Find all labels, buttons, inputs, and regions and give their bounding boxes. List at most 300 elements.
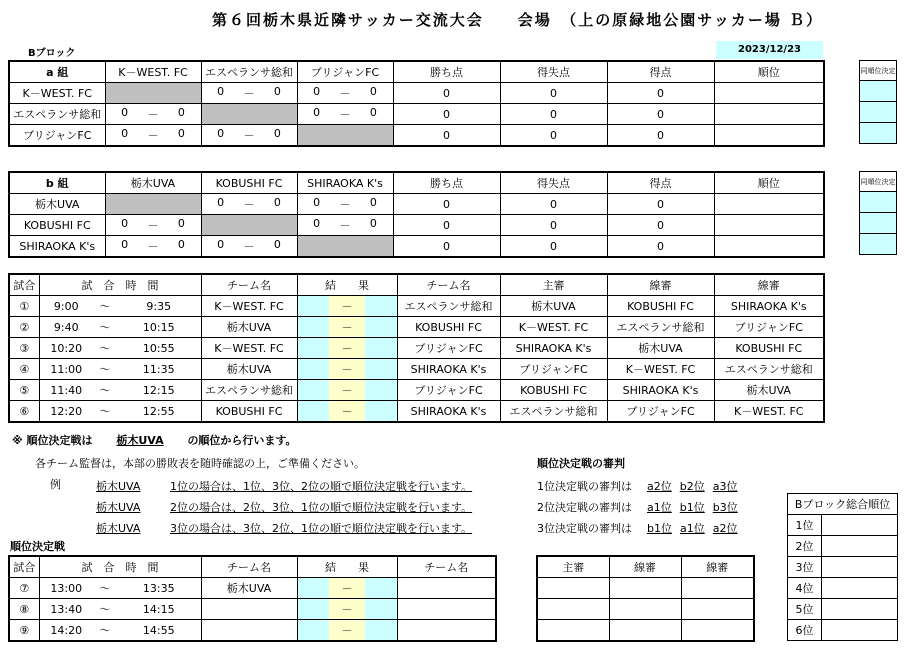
- ref-line: [537, 518, 738, 539]
- away-score[interactable]: [365, 599, 397, 620]
- decider-b-label: 同順位決定: [860, 172, 897, 192]
- home-score[interactable]: [297, 578, 329, 599]
- linesman: KOBUSHI FC: [607, 296, 714, 317]
- playoff-ref-cell[interactable]: [537, 620, 609, 642]
- score-part: 0: [273, 85, 281, 98]
- match-row: [9, 338, 824, 359]
- away-score[interactable]: [365, 401, 397, 423]
- match-no: ⑥: [9, 401, 39, 423]
- score-part: －: [243, 129, 255, 142]
- home-team: エスペランサ総和: [201, 380, 297, 401]
- score-cell[interactable]: [201, 236, 297, 258]
- score-dash: －: [329, 338, 365, 359]
- home-team: [201, 599, 297, 620]
- date-label: 2023/12/23: [716, 41, 823, 59]
- example-text: 3位の場合は、3位、2位、1位の順で順位決定戦を行います。: [170, 522, 473, 535]
- score-part: －: [243, 240, 255, 253]
- home-team: K－WEST. FC: [201, 296, 297, 317]
- team-name: SHIRAOKA K's: [9, 236, 105, 258]
- linesman: K－WEST. FC: [607, 359, 714, 380]
- rank-cell[interactable]: [714, 194, 824, 215]
- linesman: ブリジャンFC: [714, 317, 824, 338]
- group-a-col-team: エスペランサ総和: [201, 61, 297, 83]
- score-part: 0: [177, 217, 185, 230]
- score-part: 0: [121, 238, 129, 251]
- match-no: ⑤: [9, 380, 39, 401]
- match-row: [9, 380, 824, 401]
- self-cell: [297, 236, 393, 258]
- time-tilde: ～: [93, 599, 117, 620]
- end-time: 14:55: [117, 620, 201, 642]
- score-part: －: [147, 129, 159, 142]
- note-example: 例: [50, 478, 61, 491]
- referee: SHIRAOKA K's: [500, 338, 607, 359]
- note-text: の順位から行います。: [187, 434, 297, 447]
- score-part: 0: [177, 127, 185, 140]
- end-time: 13:35: [117, 578, 201, 599]
- score-dash: －: [329, 401, 365, 423]
- linesman: 栃木UVA: [607, 338, 714, 359]
- sched-col-time: 試 合 時 間: [39, 274, 201, 296]
- score-part: 0: [121, 127, 129, 140]
- example-text: 2位の場合は、2位、3位、1位の順で順位決定戦を行います。: [170, 501, 473, 514]
- ref-pos: a2位: [712, 522, 738, 535]
- ref-pos: a1位: [647, 501, 672, 514]
- playoff-col-away: チーム名: [397, 556, 496, 578]
- playoff-ref-cell[interactable]: [609, 578, 681, 599]
- playoff-ref-cell[interactable]: [681, 578, 754, 599]
- note-team: 栃木UVA: [116, 434, 164, 447]
- goals-cell: 0: [607, 236, 714, 258]
- playoff-line-col: 線審: [609, 556, 681, 578]
- score-cell[interactable]: [105, 215, 201, 236]
- time-tilde: ～: [93, 620, 117, 642]
- ref-pos: a3位: [712, 480, 738, 493]
- away-score[interactable]: [365, 620, 397, 642]
- start-time: 13:00: [39, 578, 93, 599]
- start-time: 13:40: [39, 599, 93, 620]
- ref-line: [537, 476, 738, 497]
- points-cell: 0: [393, 83, 500, 104]
- home-score[interactable]: [297, 401, 329, 423]
- decider-cell[interactable]: [860, 192, 897, 213]
- example-line: [96, 476, 472, 497]
- self-cell: [297, 125, 393, 147]
- ref-pos: b1位: [679, 501, 705, 514]
- home-score[interactable]: [297, 380, 329, 401]
- sched-col-home: チーム名: [201, 274, 297, 296]
- diff-cell: 0: [500, 104, 607, 125]
- team-name: ブリジャンFC: [9, 125, 105, 147]
- referee: 栃木UVA: [500, 296, 607, 317]
- overall-rank: 6位: [788, 620, 822, 641]
- score-part: 0: [217, 196, 225, 209]
- overall-title: Bブロック総合順位: [788, 494, 898, 515]
- playoff-ref-cell[interactable]: [609, 599, 681, 620]
- overall-team[interactable]: [822, 536, 898, 557]
- score-part: 0: [217, 85, 225, 98]
- ref-line-text: 2位決定戦の審判は: [537, 501, 632, 514]
- away-team: KOBUSHI FC: [397, 317, 500, 338]
- playoff-col-no: 試合: [9, 556, 39, 578]
- example-block: [96, 476, 472, 539]
- score-part: 0: [177, 238, 185, 251]
- score-cell[interactable]: [105, 104, 201, 125]
- group-a-col-points: 勝ち点: [393, 61, 500, 83]
- away-score[interactable]: [365, 578, 397, 599]
- linesman: 栃木UVA: [714, 380, 824, 401]
- block-label: Bブロック: [28, 48, 76, 59]
- linesman: K－WEST. FC: [714, 401, 824, 423]
- home-score[interactable]: [297, 620, 329, 642]
- rank-cell[interactable]: [714, 104, 824, 125]
- self-cell: [105, 83, 201, 104]
- note-line1: [12, 432, 297, 448]
- group-a-col-team: ブリジャンFC: [297, 61, 393, 83]
- score-part: 0: [217, 127, 225, 140]
- score-part: 0: [121, 106, 129, 119]
- away-team: [397, 578, 496, 599]
- end-time: 12:55: [117, 401, 201, 423]
- decider-cell[interactable]: [860, 123, 897, 144]
- overall-team[interactable]: [822, 578, 898, 599]
- score-part: 0: [177, 106, 185, 119]
- sched-col-line2: 線審: [714, 274, 824, 296]
- points-cell: 0: [393, 125, 500, 147]
- time-tilde: ～: [93, 296, 117, 317]
- match-no: ③: [9, 338, 39, 359]
- goals-cell: 0: [607, 215, 714, 236]
- group-row: [9, 83, 824, 104]
- ref-pos: a2位: [647, 480, 672, 493]
- overall-rank: 1位: [788, 515, 822, 536]
- start-time: 9:00: [39, 296, 93, 317]
- points-cell: 0: [393, 194, 500, 215]
- score-cell[interactable]: [105, 236, 201, 258]
- playoff-ref-cell[interactable]: [609, 620, 681, 642]
- linesman: エスペランサ総和: [607, 317, 714, 338]
- group-a-col-diff: 得失点: [500, 61, 607, 83]
- example-text: 1位の場合は、1位、3位、2位の順で順位決定戦を行います。: [170, 480, 473, 493]
- group-a-table: [8, 60, 825, 147]
- score-cell[interactable]: [297, 194, 393, 215]
- overall-row: [788, 515, 898, 536]
- overall-team[interactable]: [822, 515, 898, 536]
- decider-cell[interactable]: [860, 213, 897, 234]
- ref-title: 順位決定戦の審判: [537, 457, 625, 470]
- score-dash: －: [329, 620, 365, 642]
- referee: エスペランサ総和: [500, 401, 607, 423]
- match-row: [9, 401, 824, 423]
- playoff-col-home: チーム名: [201, 556, 297, 578]
- goals-cell: 0: [607, 104, 714, 125]
- group-a-col-team: K－WEST. FC: [105, 61, 201, 83]
- group-row: [9, 236, 824, 258]
- time-tilde: ～: [93, 338, 117, 359]
- group-b-col-rank: 順位: [714, 172, 824, 194]
- rank-cell[interactable]: [714, 83, 824, 104]
- overall-table: [787, 493, 898, 641]
- score-part: 0: [121, 217, 129, 230]
- score-part: －: [243, 87, 255, 100]
- diff-cell: 0: [500, 83, 607, 104]
- start-time: 12:20: [39, 401, 93, 423]
- score-part: －: [147, 108, 159, 121]
- home-team: [201, 620, 297, 642]
- referee: K－WEST. FC: [500, 317, 607, 338]
- home-score[interactable]: [297, 317, 329, 338]
- sched-col-away: チーム名: [397, 274, 500, 296]
- home-score[interactable]: [297, 359, 329, 380]
- away-score[interactable]: [365, 317, 397, 338]
- home-score[interactable]: [297, 599, 329, 620]
- note-line2: 各チーム監督は，本部の勝敗表を随時確認の上，ご準備ください。: [35, 457, 365, 470]
- ref-block: [537, 476, 738, 539]
- away-score[interactable]: [365, 359, 397, 380]
- score-cell[interactable]: [297, 215, 393, 236]
- decider-cell[interactable]: [860, 81, 897, 102]
- points-cell: 0: [393, 104, 500, 125]
- overall-row: [788, 578, 898, 599]
- ref-line-text: 3位決定戦の審判は: [537, 522, 632, 535]
- group-a-col-rank: 順位: [714, 61, 824, 83]
- score-dash: －: [329, 359, 365, 380]
- example-team: 栃木UVA: [96, 480, 141, 493]
- score-part: 0: [313, 106, 321, 119]
- points-cell: 0: [393, 236, 500, 258]
- overall-rank: 3位: [788, 557, 822, 578]
- match-no: ④: [9, 359, 39, 380]
- group-row: [9, 215, 824, 236]
- score-part: 0: [369, 85, 377, 98]
- score-part: －: [339, 87, 351, 100]
- start-time: 9:40: [39, 317, 93, 338]
- score-dash: －: [329, 380, 365, 401]
- home-team: KOBUSHI FC: [201, 401, 297, 423]
- end-time: 9:35: [117, 296, 201, 317]
- team-name: 栃木UVA: [9, 194, 105, 215]
- match-row: [9, 296, 824, 317]
- example-team: 栃木UVA: [96, 501, 141, 514]
- start-time: 14:20: [39, 620, 93, 642]
- score-cell[interactable]: [297, 104, 393, 125]
- playoff-ref-col: 主審: [537, 556, 609, 578]
- overall-team[interactable]: [822, 620, 898, 641]
- ref-pos: b3位: [712, 501, 738, 514]
- playoff-table: [8, 555, 497, 642]
- page-title: 第６回栃木県近隣サッカー交流大会 会場 （上の原緑地公園サッカー場 Ｂ）: [212, 11, 824, 29]
- home-score[interactable]: [297, 338, 329, 359]
- note-text: ※ 順位決定戦は: [12, 434, 93, 447]
- score-dash: －: [329, 599, 365, 620]
- group-b-col-goals: 得点: [607, 172, 714, 194]
- end-time: 10:55: [117, 338, 201, 359]
- example-line: [96, 497, 472, 518]
- away-team: SHIRAOKA K's: [397, 359, 500, 380]
- start-time: 11:00: [39, 359, 93, 380]
- end-time: 12:15: [117, 380, 201, 401]
- away-score[interactable]: [365, 338, 397, 359]
- match-row: [9, 359, 824, 380]
- sched-col-no: 試合: [9, 274, 39, 296]
- away-team: [397, 620, 496, 642]
- group-a-label: a 組: [9, 61, 105, 83]
- self-cell: [105, 194, 201, 215]
- away-team: ブリジャンFC: [397, 380, 500, 401]
- ref-pos: b2位: [679, 480, 705, 493]
- sched-col-line1: 線審: [607, 274, 714, 296]
- team-name: K－WEST. FC: [9, 83, 105, 104]
- score-part: 0: [369, 196, 377, 209]
- home-team: K－WEST. FC: [201, 338, 297, 359]
- match-row: [9, 317, 824, 338]
- team-name: エスペランサ総和: [9, 104, 105, 125]
- score-dash: －: [329, 296, 365, 317]
- example-line: [96, 518, 472, 539]
- ref-line-text: 1位決定戦の審判は: [537, 480, 632, 493]
- self-cell: [201, 215, 297, 236]
- decider-cell[interactable]: [860, 234, 897, 255]
- score-cell[interactable]: [105, 125, 201, 147]
- ref-pos: a1位: [679, 522, 705, 535]
- score-part: 0: [273, 196, 281, 209]
- home-team: 栃木UVA: [201, 578, 297, 599]
- playoff-line-col: 線審: [681, 556, 754, 578]
- overall-team[interactable]: [822, 557, 898, 578]
- diff-cell: 0: [500, 236, 607, 258]
- diff-cell: 0: [500, 125, 607, 147]
- decider-a: [859, 60, 897, 144]
- diff-cell: 0: [500, 215, 607, 236]
- overall-row: [788, 536, 898, 557]
- score-part: 0: [273, 127, 281, 140]
- linesman: SHIRAOKA K's: [714, 296, 824, 317]
- linesman: KOBUSHI FC: [714, 338, 824, 359]
- time-tilde: ～: [93, 380, 117, 401]
- match-no: ①: [9, 296, 39, 317]
- score-part: －: [339, 198, 351, 211]
- overall-row: [788, 557, 898, 578]
- time-tilde: ～: [93, 317, 117, 338]
- rank-cell[interactable]: [714, 236, 824, 258]
- score-cell[interactable]: [201, 125, 297, 147]
- group-a-col-goals: 得点: [607, 61, 714, 83]
- score-part: 0: [313, 196, 321, 209]
- away-team: [397, 599, 496, 620]
- home-team: 栃木UVA: [201, 359, 297, 380]
- decider-cell[interactable]: [860, 102, 897, 123]
- start-time: 11:40: [39, 380, 93, 401]
- group-b-table: [8, 171, 825, 258]
- group-row: [9, 125, 824, 147]
- diff-cell: 0: [500, 194, 607, 215]
- sched-col-ref: 主審: [500, 274, 607, 296]
- playoff-col-time: 試 合 時 間: [39, 556, 201, 578]
- playoff-ref-cell[interactable]: [537, 578, 609, 599]
- end-time: 10:15: [117, 317, 201, 338]
- end-time: 14:15: [117, 599, 201, 620]
- match-no: ⑨: [9, 620, 39, 642]
- group-row: [9, 104, 824, 125]
- referee: KOBUSHI FC: [500, 380, 607, 401]
- match-no: ⑧: [9, 599, 39, 620]
- points-cell: 0: [393, 215, 500, 236]
- decider-a-label: 同順位決定: [860, 61, 897, 81]
- match-row: [9, 599, 496, 620]
- overall-row: [788, 599, 898, 620]
- score-dash: －: [329, 578, 365, 599]
- away-team: エスペランサ総和: [397, 296, 500, 317]
- score-part: 0: [313, 217, 321, 230]
- match-row: [9, 620, 496, 642]
- playoff-ref-cell[interactable]: [681, 599, 754, 620]
- overall-rank: 5位: [788, 599, 822, 620]
- goals-cell: 0: [607, 125, 714, 147]
- ref-line: [537, 497, 738, 518]
- goals-cell: 0: [607, 83, 714, 104]
- time-tilde: ～: [93, 359, 117, 380]
- overall-rank: 4位: [788, 578, 822, 599]
- linesman: ブリジャンFC: [607, 401, 714, 423]
- playoff-ref-cell[interactable]: [537, 599, 609, 620]
- ref-pos: b1位: [647, 522, 672, 535]
- overall-team[interactable]: [822, 599, 898, 620]
- playoff-col-result: 結 果: [297, 556, 397, 578]
- linesman: エスペランサ総和: [714, 359, 824, 380]
- score-part: 0: [369, 106, 377, 119]
- playoff-ref-cell[interactable]: [681, 620, 754, 642]
- sched-col-result: 結 果: [297, 274, 397, 296]
- score-part: －: [339, 219, 351, 232]
- playoff-ref-table: [536, 555, 755, 642]
- score-cell[interactable]: [201, 83, 297, 104]
- group-b-col-team: KOBUSHI FC: [201, 172, 297, 194]
- group-b-col-team: 栃木UVA: [105, 172, 201, 194]
- score-part: 0: [217, 238, 225, 251]
- time-tilde: ～: [93, 401, 117, 423]
- rank-cell[interactable]: [714, 125, 824, 147]
- overall-row: [788, 620, 898, 641]
- away-score[interactable]: [365, 380, 397, 401]
- goals-cell: 0: [607, 194, 714, 215]
- match-no: ⑦: [9, 578, 39, 599]
- score-part: －: [243, 198, 255, 211]
- score-cell[interactable]: [201, 194, 297, 215]
- score-part: －: [147, 240, 159, 253]
- linesman: SHIRAOKA K's: [607, 380, 714, 401]
- group-row: [9, 194, 824, 215]
- score-dash: －: [329, 317, 365, 338]
- example-team: 栃木UVA: [96, 522, 141, 535]
- team-name: KOBUSHI FC: [9, 215, 105, 236]
- home-score[interactable]: [297, 296, 329, 317]
- decider-b: [859, 171, 897, 255]
- overall-rank: 2位: [788, 536, 822, 557]
- score-part: 0: [313, 85, 321, 98]
- away-team: ブリジャンFC: [397, 338, 500, 359]
- score-part: －: [339, 108, 351, 121]
- group-b-col-diff: 得失点: [500, 172, 607, 194]
- group-b-col-points: 勝ち点: [393, 172, 500, 194]
- away-score[interactable]: [365, 296, 397, 317]
- group-b-label: b 組: [9, 172, 105, 194]
- score-part: 0: [369, 217, 377, 230]
- score-part: 0: [273, 238, 281, 251]
- score-cell[interactable]: [297, 83, 393, 104]
- rank-cell[interactable]: [714, 215, 824, 236]
- self-cell: [201, 104, 297, 125]
- start-time: 10:20: [39, 338, 93, 359]
